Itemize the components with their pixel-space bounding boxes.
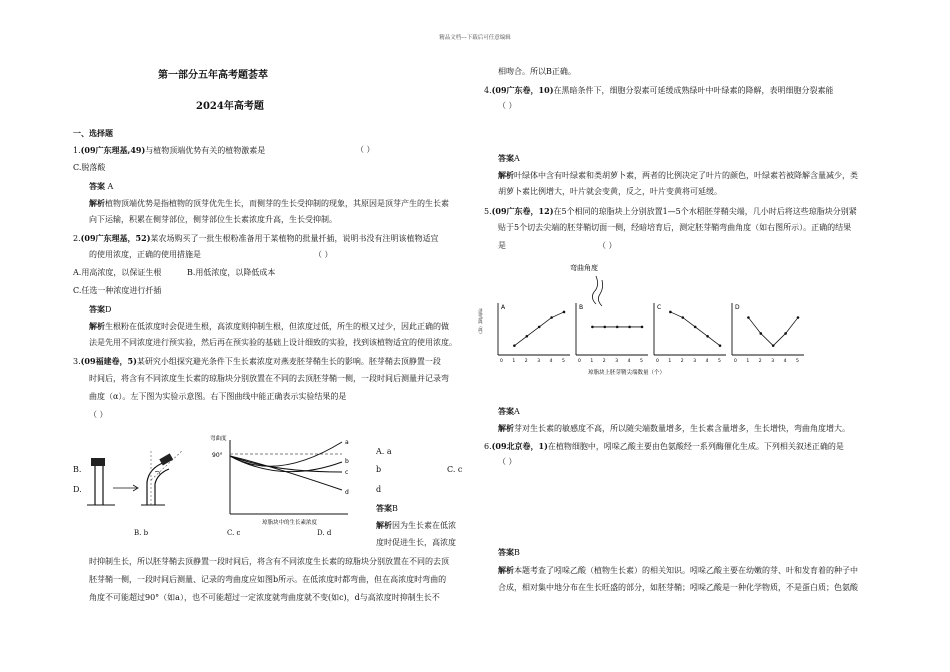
q3-analysis-3: 时抑制生长，所以胚芽鞘去顶静置一段时间后，将含有不同浓度生长素的琼脂块分别放置在不同的去顶 bbox=[89, 557, 449, 566]
q5-xtick-label: 4 bbox=[627, 359, 631, 364]
q5-ylabel: 弯曲角度（度） bbox=[478, 308, 483, 336]
q5-data-point bbox=[538, 326, 541, 329]
q4-analysis-label: 解析 bbox=[498, 170, 514, 180]
q5-answer-value: A bbox=[514, 407, 520, 416]
q5-xtick-label: 2 bbox=[602, 359, 606, 364]
q5-analysis-text: 芽对生长素的敏感度不高，所以随尖端数量增多，生长素含量增多，生长增快，弯曲角度增大。 bbox=[514, 424, 850, 433]
q5-xtick-label: 2 bbox=[758, 359, 762, 364]
q3-option-b-left: B. bbox=[73, 465, 82, 474]
q5-xtick-label: 4 bbox=[783, 359, 787, 364]
q2-analysis-2: 法是先用不同浓度进行预实验，然后再在预实验的基础上设计细致的实验，找到该植物适宜的使用浓度。 bbox=[89, 338, 457, 347]
q1-source: (09广东理基,49) bbox=[80, 145, 146, 155]
q2-analysis-label: 解析 bbox=[89, 321, 105, 331]
q1-bracket: （ ） bbox=[356, 145, 375, 154]
curve-label-b: b bbox=[345, 458, 349, 465]
q2-option-b: B.用低浓度，以降低成本 bbox=[187, 268, 276, 277]
q5-number: 5. bbox=[484, 207, 492, 216]
q2-answer bbox=[89, 303, 111, 316]
q3-analysis-1 bbox=[376, 519, 456, 532]
q2-option-a: A.用高浓度，以保证生根 bbox=[73, 268, 162, 277]
q5-chart bbox=[478, 258, 818, 378]
q3-answer-value: B bbox=[392, 504, 398, 513]
q2-answer-value: D bbox=[105, 305, 112, 314]
q5-data-point bbox=[669, 311, 672, 314]
q3-fig-tick: 90° bbox=[212, 452, 223, 459]
q4-analysis-2: 胡萝卜素比例增大，叶片就会变黄，反之，叶片变黄将可延缓。 bbox=[498, 187, 722, 196]
q5-source: (09广东卷，12) bbox=[491, 206, 554, 216]
q3-answer-label: 答案 bbox=[376, 503, 392, 513]
q5-xtick-label: 3 bbox=[771, 359, 775, 364]
q5-stem-3: 是 bbox=[498, 241, 506, 250]
q5-panel-label: A bbox=[501, 304, 506, 311]
q3-stem-2: 时间后，将含有不同浓度生长素的琼脂块分别放置在不同的去顶胚芽鞘一侧，一段时间后测量并记录弯 bbox=[89, 374, 449, 383]
q5-data-point bbox=[550, 316, 553, 319]
q2-analysis-1 bbox=[89, 320, 449, 333]
q5-xtick-label: 0 bbox=[656, 359, 659, 364]
q5-xtick-label: 0 bbox=[578, 359, 581, 364]
q5-panel-C-line bbox=[670, 312, 720, 346]
q5-analysis bbox=[498, 422, 850, 435]
q5-xtick-label: 5 bbox=[562, 359, 565, 364]
page-header: 精品文档---下载后可任意编辑 bbox=[439, 35, 511, 41]
q2-analysis-text-1: 生根粉在低浓度时会促进生根，高浓度则抑制生根，但浓度过低，所生的根又过少，因此正确的做 bbox=[105, 322, 449, 331]
question-3: 3.(09福建卷，5)某研究小组探究避光条件下生长素浓度对燕麦胚芽鞘生长的影响。胚芽鞘去顶静置一段 bbox=[73, 356, 441, 366]
q1-analysis-1 bbox=[89, 197, 449, 210]
q5-bracket: （ ） bbox=[598, 241, 617, 250]
q2-stem-1: 某农场购买了一批生根粉准备用于某植物的批量扦插，说明书没有注明该植物适宜 bbox=[150, 234, 439, 243]
q5-stem-1: 在5个相同的琼脂块上分别放置1—5个水稻胚芽鞘尖端，几小时后将这些琼脂块分别紧 bbox=[553, 207, 857, 216]
q5-xtick-label: 3 bbox=[693, 359, 697, 364]
q2-answer-label: 答案 bbox=[89, 304, 105, 314]
q5-xtick-label: 4 bbox=[549, 359, 553, 364]
curve-label-c: c bbox=[345, 469, 349, 476]
q3-right-caption-left: C. c bbox=[227, 529, 241, 537]
q5-data-point bbox=[628, 326, 631, 329]
q5-panel-label: C bbox=[657, 304, 662, 311]
q5-data-point bbox=[706, 335, 709, 338]
q4-number: 4. bbox=[484, 86, 492, 95]
q1-analysis-label: 解析 bbox=[89, 198, 105, 208]
page-subtitle: 2024年高考题 bbox=[196, 101, 264, 112]
q3-experiment-figure bbox=[85, 430, 195, 540]
q4-analysis-1 bbox=[498, 169, 858, 182]
q3-right-caption-right: D. d bbox=[317, 529, 332, 537]
q5-data-point bbox=[616, 326, 619, 329]
q3-option-a: A. a bbox=[376, 447, 392, 456]
q1-stem: 与植物顶端优势有关的植物激素是 bbox=[145, 146, 266, 155]
q6-stem: 在植物细胞中，吲哚乙酸主要由色氨酸经一系列酶催化生成。下列相关叙述正确的是 bbox=[547, 442, 844, 451]
q5-data-point bbox=[591, 326, 594, 329]
seedling-icon bbox=[592, 276, 597, 304]
q3-analysis-2: 度时促进生长，高浓度 bbox=[376, 538, 456, 547]
q5-analysis-label: 解析 bbox=[498, 423, 514, 433]
q5-data-point bbox=[513, 344, 516, 347]
q5-xtick-label: 1 bbox=[512, 359, 516, 364]
q5-data-point bbox=[694, 326, 697, 329]
q4-answer-value: A bbox=[514, 154, 520, 163]
q2-stem-2: 的使用浓度，正确的使用措施是 bbox=[89, 250, 201, 259]
question-5 bbox=[484, 205, 857, 218]
q5-data-point bbox=[526, 335, 529, 338]
q3-option-d-left: D. bbox=[73, 485, 82, 494]
curve-label-a: a bbox=[345, 439, 349, 446]
q6-number: 6. bbox=[484, 442, 492, 451]
q5-panel-A-line bbox=[514, 312, 564, 346]
q3-stem-1: 某研究小组探究避光条件下生长素浓度对燕麦胚芽鞘生长的影响。胚芽鞘去顶静置一段 bbox=[136, 357, 441, 366]
q6-answer bbox=[498, 546, 520, 559]
q3-analysis-4: 胚芽鞘一侧，一段时间后测量、记录的弯曲度应如图b所示。在低浓度时都弯曲，但在高浓度时弯曲的 bbox=[89, 575, 447, 584]
q5-panel-D-line bbox=[748, 318, 798, 346]
q3-option-d: d bbox=[376, 485, 382, 494]
q4-bracket: （ ） bbox=[498, 101, 517, 110]
q5-xtick-label: 2 bbox=[524, 359, 528, 364]
q1-analysis-text-1: 植物顶端优势是指植物的顶芽优先生长，而侧芽的生长受抑制的现象，其原因是顶芽产生的生长素 bbox=[105, 199, 449, 208]
q5-data-point bbox=[682, 316, 685, 319]
q3-option-b: b bbox=[376, 465, 382, 474]
q3-stem-3: 曲度（α）。左下图为实验示意图。右下图曲线中能正确表示实验结果的是 bbox=[89, 392, 347, 401]
q3-fig-ylabel: 弯曲度 bbox=[210, 436, 227, 442]
q4-stem: 在黑暗条件下，细胞分裂素可延缓成熟绿叶中叶绿素的降解，表明细胞分裂素能 bbox=[553, 86, 834, 95]
section-heading: 一、选择题 bbox=[73, 128, 113, 138]
q5-xtick-label: 5 bbox=[718, 359, 721, 364]
q5-data-point bbox=[604, 326, 607, 329]
q5-panel-label: D bbox=[735, 304, 740, 311]
q3-analysis-5: 角度不可能超过90°（如a），也不可能超过一定浓度就弯曲度就不变(如c)，d与高浓度时抑制生长不 bbox=[89, 593, 440, 602]
q5-answer bbox=[498, 405, 520, 418]
q5-fig-title: 弯曲角度 bbox=[570, 264, 598, 272]
q5-answer-label: 答案 bbox=[498, 406, 514, 416]
q4-answer-label: 答案 bbox=[498, 153, 514, 163]
q4-answer bbox=[498, 152, 520, 165]
q5-data-point bbox=[563, 311, 566, 314]
q6-answer-value: B bbox=[514, 548, 520, 557]
q5-xtick-label: 5 bbox=[796, 359, 799, 364]
agar-block-left bbox=[91, 458, 105, 466]
q5-xtick-label: 4 bbox=[705, 359, 709, 364]
q3-option-c: C. c bbox=[447, 465, 463, 474]
q6-analysis-text-1: 本题考查了吲哚乙酸（植物生长素）的相关知识。吲哚乙酸主要在幼嫩的芽、叶和发育着的种子中 bbox=[514, 566, 858, 575]
q3-continuation: 相吻合。所以B正确。 bbox=[498, 67, 576, 76]
q5-data-point bbox=[747, 316, 750, 319]
q5-xtick-label: 1 bbox=[746, 359, 750, 364]
q6-answer-label: 答案 bbox=[498, 547, 514, 557]
q5-data-point bbox=[641, 326, 644, 329]
q2-option-c: C.任选一种浓度进行扦插 bbox=[73, 286, 162, 295]
q3-curve-figure bbox=[202, 432, 352, 532]
q5-xtick-label: 2 bbox=[680, 359, 684, 364]
q1-answer bbox=[89, 180, 113, 193]
q1-answer-value: A bbox=[107, 182, 114, 191]
q4-analysis-text-1: 叶绿体中含有叶绿素和类胡萝卜素，两者的比例决定了叶片的颜色，叶绿素若被降解含量减少，类 bbox=[514, 171, 858, 180]
q5-xtick-label: 5 bbox=[640, 359, 643, 364]
q2-source: (09广东理基，52) bbox=[80, 233, 151, 243]
q6-bracket: （ ） bbox=[498, 457, 517, 466]
question-2: 2.(09广东理基，52)某农场购买了一批生根粉准备用于某植物的批量扦插，说明书没有注明该植物适宜 bbox=[73, 233, 439, 243]
q5-xtick-label: 1 bbox=[668, 359, 672, 364]
q5-xtick-label: 3 bbox=[615, 359, 619, 364]
q5-panel-label: B bbox=[579, 304, 584, 311]
q3-bracket: （ ） bbox=[89, 410, 108, 419]
question-1: 1.(09广东理基,49)与植物顶端优势有关的植物激素是 bbox=[73, 145, 266, 155]
q1-answer-label: 答案 bbox=[89, 181, 105, 191]
curve-label-d: d bbox=[345, 489, 349, 496]
q1-analysis-2: 向下运输，积累在侧芽部位，侧芽部位生长素浓度升高，生长受抑制。 bbox=[89, 215, 337, 224]
q5-data-point bbox=[784, 332, 787, 335]
q5-xlabel: 琼脂块上胚芽鞘尖端数量（个） bbox=[588, 370, 666, 376]
q5-xtick-label: 0 bbox=[734, 359, 737, 364]
q4-source: (09广东卷，10) bbox=[491, 85, 554, 95]
q6-source: (09北京卷，1) bbox=[491, 441, 548, 451]
q3-answer bbox=[376, 502, 398, 515]
q6-analysis-label: 解析 bbox=[498, 565, 514, 575]
q5-data-point bbox=[797, 316, 800, 319]
q2-bracket: （ ） bbox=[314, 250, 333, 259]
q3-analysis-label: 解析 bbox=[376, 520, 392, 530]
q3-fig-xlabel: 琼脂块中的生长素浓度 bbox=[262, 520, 318, 526]
q1-option-c: C.脱落酸 bbox=[73, 163, 106, 172]
q5-xtick-label: 1 bbox=[590, 359, 594, 364]
q6-analysis-2: 合成，相对集中地分布在生长旺盛的部分，如胚芽鞘；吲哚乙酸是一种化学物质，不是蛋白质；色氨酸 bbox=[498, 583, 858, 592]
q5-data-point bbox=[772, 344, 775, 347]
q5-data-point bbox=[760, 332, 763, 335]
question-4 bbox=[484, 84, 833, 97]
q3-left-caption: B. b bbox=[134, 529, 149, 537]
q3-analysis-text-1: 因为生长素在低浓 bbox=[392, 521, 456, 530]
q6-analysis-1 bbox=[498, 564, 858, 577]
question-6 bbox=[484, 440, 844, 453]
q5-data-point bbox=[719, 344, 722, 347]
page-title: 第一部分五年高考题荟萃 bbox=[158, 70, 268, 81]
q5-xtick-label: 0 bbox=[500, 359, 503, 364]
q3-source: (09福建卷，5) bbox=[80, 356, 137, 366]
q5-xtick-label: 3 bbox=[537, 359, 541, 364]
q5-stem-2: 贴于5个切去尖端的胚芽鞘切面一侧，经暗培育后，测定胚芽鞘弯曲角度（如右图所示）。正确的结果 bbox=[498, 223, 852, 232]
